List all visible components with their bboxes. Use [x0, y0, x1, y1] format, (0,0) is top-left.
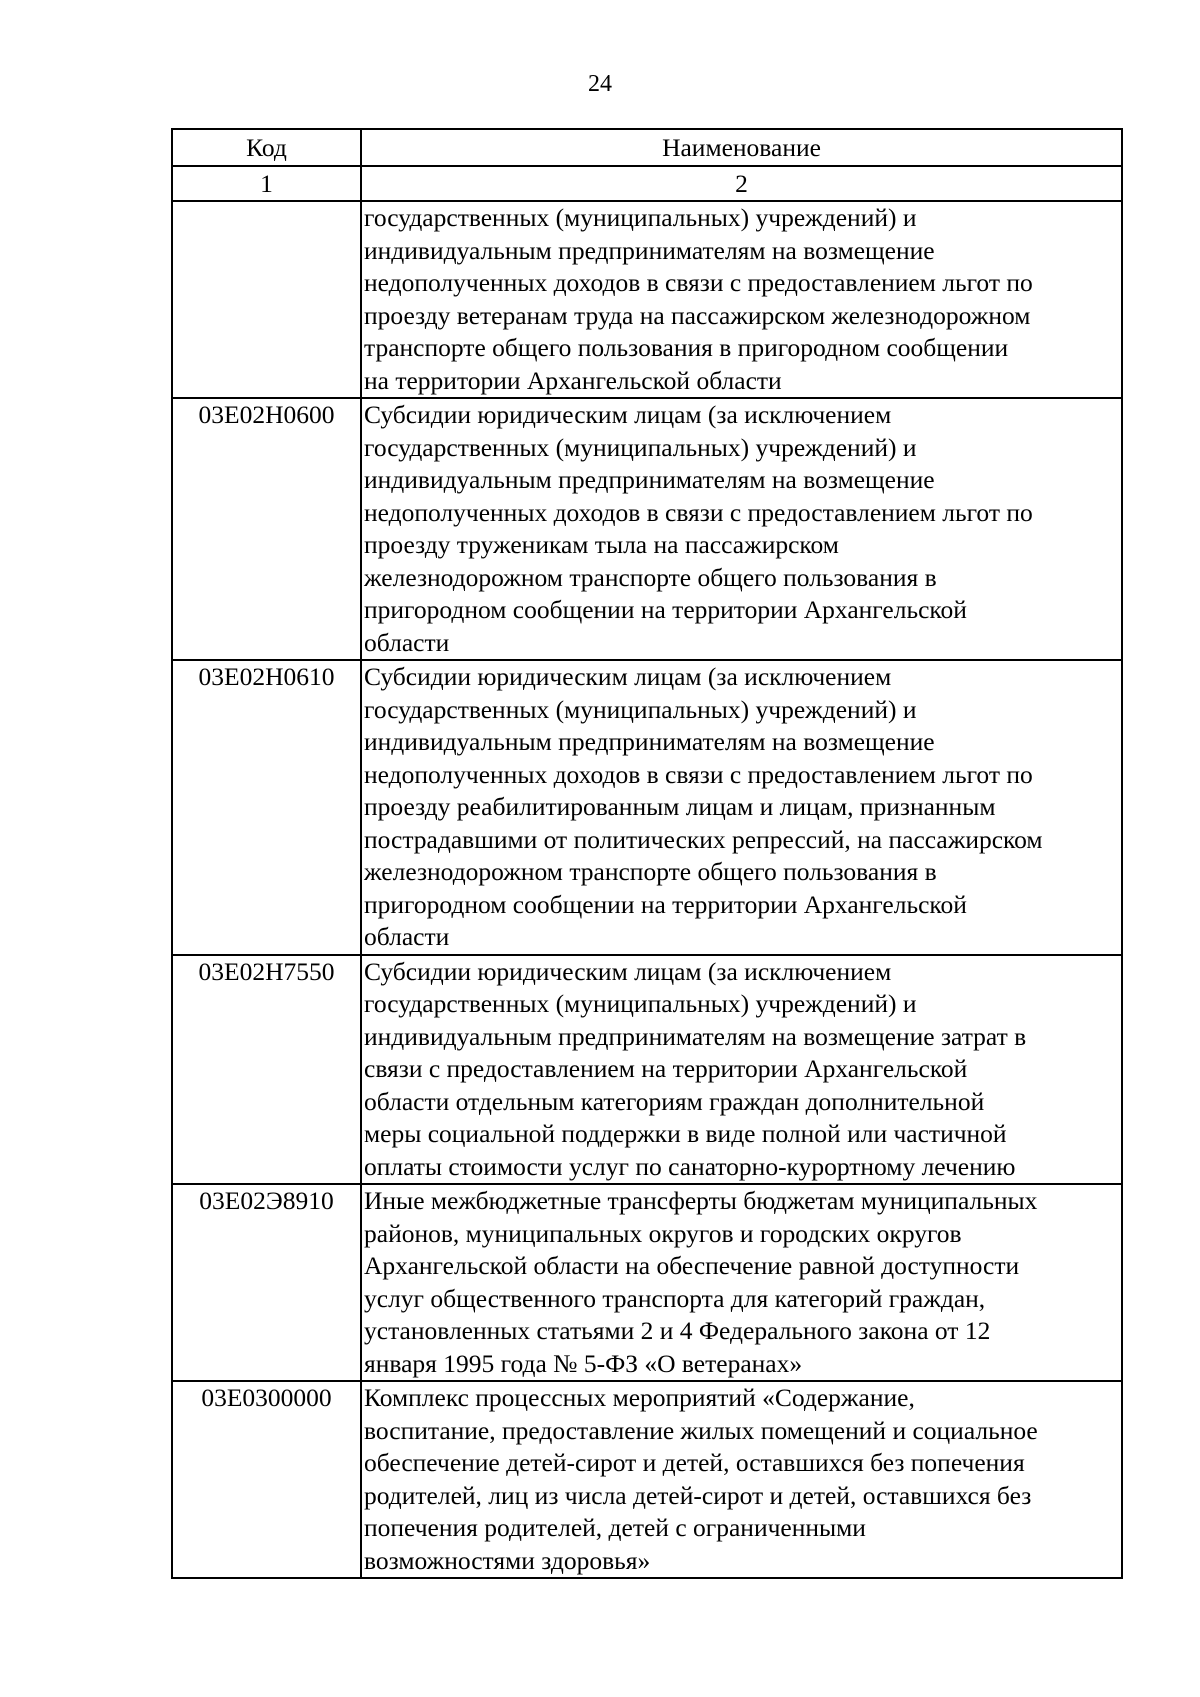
page-number: 24 [588, 71, 612, 97]
row-code: 03Е02Н7550 [172, 955, 361, 1185]
table-row [172, 201, 1122, 398]
row-name-line: услуг общественного транспорта для категорий граждан, [364, 1283, 986, 1313]
row-name-line: индивидуальным предпринимателям на возмещение [364, 727, 935, 756]
row-name-line: Субсидии юридическим лицам (за исключением [364, 956, 892, 986]
table-row [172, 955, 1122, 1185]
table-header-row [172, 129, 1122, 166]
row-code: 03Е02Э8910 [172, 1184, 361, 1381]
row-name-line: государственных (муниципальных) учреждений) и [364, 694, 917, 724]
row-name-line: проезду ветеранам труда на пассажирском железнодорожном [364, 300, 1031, 330]
row-name-line: железнодорожном транспорте общего пользования в [364, 562, 937, 592]
table-row [172, 398, 1122, 660]
row-name-line: Комплекс процессных мероприятий «Содержание, [364, 1383, 915, 1412]
row-name-line: области [364, 922, 450, 951]
header-code: Код [172, 129, 361, 166]
row-code [172, 201, 361, 398]
row-name-line: области [364, 627, 450, 657]
row-code: 03Е02Н0600 [172, 398, 361, 660]
row-name [361, 955, 1122, 1185]
header-name: Наименование [361, 129, 1122, 166]
row-name [361, 1381, 1122, 1578]
row-name-line: государственных (муниципальных) учреждений) и [364, 203, 917, 232]
row-name-line: недополученных доходов в связи с предоставлением льгот по [364, 268, 1033, 297]
row-name-line: пригородном сообщении на территории Архангельской [364, 889, 967, 919]
row-name-line: государственных (муниципальных) учреждений) и [364, 432, 917, 462]
row-name [361, 398, 1122, 660]
row-name-line: проезду реабилитированным лицам и лицам, признанным [364, 792, 996, 821]
row-name-line: пригородном сообщении на территории Архангельской [364, 595, 967, 624]
row-name-line: транспорте общего пользования в пригородном сообщении [364, 333, 1009, 362]
row-name-line: пострадавшими от политических репрессий, на пассажирском [364, 824, 1043, 854]
row-name-line: воспитание, предоставление жилых помещений и социальное [364, 1415, 1038, 1445]
row-name-line: проезду труженикам тыла на пассажирском [364, 530, 839, 559]
row-name-line: области отдельным категориям граждан дополнительной [364, 1086, 985, 1116]
row-name-line: недополученных доходов в связи с предоставлением льгот по [364, 759, 1033, 789]
row-name-line: индивидуальным предпринимателям на возмещение затрат в [364, 1021, 1027, 1051]
row-name-line: Субсидии юридическим лицам (за исключением [364, 662, 892, 691]
column-numbers-row [172, 166, 1122, 201]
row-name-line: Архангельской области на обеспечение равной доступности [364, 1251, 1020, 1280]
classification-table [171, 128, 1123, 1579]
row-name-line: января 1995 года № 5-ФЗ «О ветеранах» [364, 1348, 803, 1378]
row-name-line: государственных (муниципальных) учреждений) и [364, 989, 917, 1018]
row-name-line: железнодорожном транспорте общего пользования в [364, 857, 937, 886]
row-code: 03Е0300000 [172, 1381, 361, 1578]
column-number-1: 1 [172, 166, 361, 201]
table-row [172, 1381, 1122, 1578]
row-name [361, 660, 1122, 955]
row-name-line: попечения родителей, детей с ограниченными [364, 1513, 866, 1542]
row-name-line: возможностями здоровья» [364, 1545, 651, 1575]
row-name-line: районов, муниципальных округов и городских округов [364, 1218, 962, 1248]
table-row [172, 660, 1122, 955]
row-name-line: меры социальной поддержки в виде полной или частичной [364, 1119, 1007, 1148]
row-name-line: недополученных доходов в связи с предоставлением льгот по [364, 497, 1033, 527]
row-name-line: связи с предоставлением на территории Архангельской [364, 1054, 968, 1083]
row-name-line: обеспечение детей-сирот и детей, оставшихся без попечения [364, 1448, 1025, 1477]
row-name-line: индивидуальным предпринимателям на возмещение [364, 235, 935, 265]
row-name-line: на территории Архангельской области [364, 365, 782, 395]
row-name-line: оплаты стоимости услуг по санаторно-курортному лечению [364, 1151, 1016, 1181]
row-name [361, 201, 1122, 398]
row-name-line: Субсидии юридическим лицам (за исключением [364, 400, 892, 429]
row-name-line: индивидуальным предпринимателям на возмещение [364, 465, 935, 494]
table-row [172, 1184, 1122, 1381]
row-name-line: родителей, лиц из числа детей-сирот и детей, оставшихся без [364, 1480, 1032, 1510]
row-code: 03Е02Н0610 [172, 660, 361, 955]
row-name-line: установленных статьями 2 и 4 Федерального закона от 12 [364, 1316, 991, 1345]
row-name [361, 1184, 1122, 1381]
row-name-line: Иные межбюджетные трансферты бюджетам муниципальных [364, 1186, 1038, 1215]
column-number-2: 2 [361, 166, 1122, 201]
